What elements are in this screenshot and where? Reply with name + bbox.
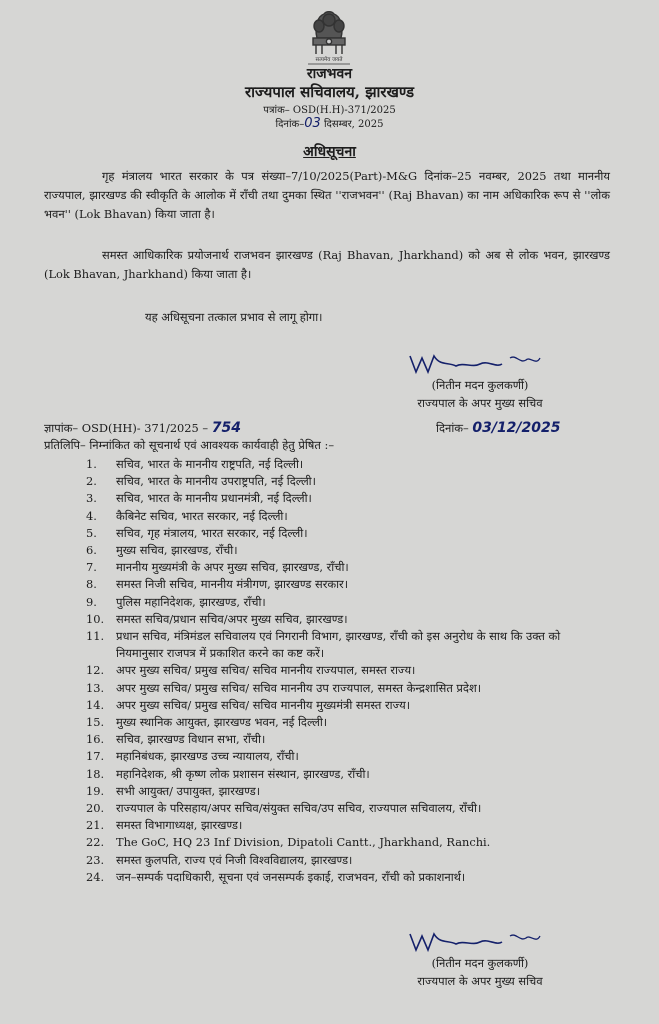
state-emblem-icon bbox=[300, 6, 358, 68]
recipient-item bbox=[86, 594, 606, 611]
recipient-text: जन–सम्पर्क पदाधिकारी, सूचना एवं जनसम्पर्क इकाई, राजभवन, राँची को प्रकाशनार्थ। bbox=[116, 869, 466, 884]
document-title: अधिसूचना bbox=[303, 144, 356, 160]
recipient-text: सभी आयुक्त/ उपायुक्त, झारखण्ड। bbox=[116, 783, 261, 798]
recipient-item bbox=[86, 559, 606, 576]
signature-block-1 bbox=[360, 352, 600, 412]
recipient-item bbox=[86, 525, 606, 542]
recipient-item bbox=[86, 508, 606, 525]
recipient-number: 21. bbox=[86, 818, 105, 833]
recipient-text: सचिव, गृह मंत्रालय, भारत सरकार, नई दिल्ली। bbox=[116, 525, 308, 540]
paragraph-1: गृह मंत्रालय भारत सरकार के पत्र संख्या–7/10/2025(Part)-M&G दिनांक–25 नवम्बर, 2025 तथा माननीय राज्यपाल, झारखण्ड की स्वीकृति के आलोक में राँची तथा दुमका स्थित ''राजभवन'' (Raj Bhavan) का नाम अधिकारिक रूप से ''लोक भवन'' (Lok Bhavan) किया जाता है। bbox=[44, 169, 610, 221]
recipient-item bbox=[86, 748, 606, 765]
paragraph-3: यह अधिसूचना तत्काल प्रभाव से लागू होगा। bbox=[145, 310, 323, 324]
recipient-text: महानिबंधक, झारखण्ड उच्च न्यायालय, राँची। bbox=[116, 749, 299, 764]
signatory-designation: राज्यपाल के अपर मुख्य सचिव bbox=[417, 974, 543, 988]
recipient-item bbox=[86, 731, 606, 748]
recipient-text: कैबिनेट सचिव, भारत सरकार, नई दिल्ली। bbox=[116, 508, 288, 523]
memo-prefix: ज्ञापांक– OSD(HH)- 371/2025 – bbox=[44, 421, 209, 435]
recipient-text: समस्त विभागाध्यक्ष, झारखण्ड। bbox=[116, 818, 243, 833]
recipient-number: 8. bbox=[86, 577, 97, 592]
recipient-item bbox=[86, 542, 606, 559]
recipient-number: 16. bbox=[86, 732, 105, 747]
recipient-item bbox=[86, 662, 606, 679]
recipient-text: अपर मुख्य सचिव/ प्रमुख सचिव/ सचिव माननीय उप राज्यपाल, समस्त केन्द्रशासित प्रदेश। bbox=[116, 680, 482, 695]
recipient-number: 19. bbox=[86, 783, 105, 798]
paragraph-2: समस्त आधिकारिक प्रयोजनार्थ राजभवन झारखण्ड (Raj Bhavan, Jharkhand) को अब से लोक भवन, झारखण्ड (Lok Bhavan, Jharkhand) किया जाता है। bbox=[44, 248, 610, 281]
date-rest: दिसम्बर, 2025 bbox=[320, 119, 384, 130]
recipient-number: 15. bbox=[86, 715, 105, 730]
recipient-number: 1. bbox=[86, 457, 97, 471]
memo-date-prefix: दिनांक– bbox=[436, 421, 469, 435]
recipient-list bbox=[86, 456, 606, 886]
recipient-text: सचिव, झारखण्ड विधान सभा, राँची। bbox=[116, 732, 266, 747]
recipient-item bbox=[86, 834, 606, 851]
emblem-caption: सत्यमेव जयते bbox=[315, 57, 343, 63]
recipient-number: 24. bbox=[86, 869, 105, 884]
letter-number: पत्रांक– OSD(H.H)-371/2025 bbox=[263, 105, 396, 116]
recipient-number: 12. bbox=[86, 663, 105, 678]
secretariat-name: राज्यपाल सचिवालय, झारखण्ड bbox=[245, 83, 414, 101]
recipient-text: प्रधान सचिव, मंत्रिमंडल सचिवालय एवं निगरानी विभाग, झारखण्ड, राँची को इस अनुरोध के साथ कि उक्त को नियमानुसार राजपत्र में प्रकाशित करने का कष्ट करें। bbox=[116, 629, 561, 661]
recipient-item bbox=[86, 766, 606, 783]
signature-scribble-icon bbox=[360, 930, 600, 954]
signatory-name: (नितीन मदन कुलकर्णी) bbox=[431, 378, 529, 392]
recipient-number: 4. bbox=[86, 508, 97, 523]
recipient-item bbox=[86, 680, 606, 697]
recipient-text: समस्त निजी सचिव, माननीय मंत्रीगण, झारखण्ड सरकार। bbox=[116, 577, 349, 592]
recipient-text: मुख्य स्थानिक आयुक्त, झारखण्ड भवन, नई दिल्ली। bbox=[116, 715, 328, 730]
recipient-number: 10. bbox=[86, 611, 105, 626]
recipient-number: 11. bbox=[86, 629, 105, 644]
memo-number-handwritten: 754 bbox=[211, 420, 241, 436]
signature-scribble-icon bbox=[360, 352, 600, 376]
recipient-number: 23. bbox=[86, 852, 105, 867]
recipient-number: 17. bbox=[86, 749, 105, 764]
recipient-number: 14. bbox=[86, 697, 105, 712]
memo-date bbox=[436, 420, 561, 436]
date-prefix: दिनांक– bbox=[275, 119, 305, 130]
recipient-text: राज्यपाल के परिसहाय/अपर सचिव/संयुक्त सचिव/उप सचिव, राज्यपाल सचिवालय, राँची। bbox=[116, 801, 482, 816]
recipient-text: समस्त कुलपति, राज्य एवं निजी विश्वविद्यालय, झारखण्ड। bbox=[116, 852, 353, 867]
signatory-designation: राज्यपाल के अपर मुख्य सचिव bbox=[417, 396, 543, 410]
recipient-item bbox=[86, 869, 606, 886]
recipient-number: 3. bbox=[86, 491, 97, 506]
recipient-number: 6. bbox=[86, 543, 97, 558]
office-name: राजभवन bbox=[306, 66, 353, 82]
recipient-text: समस्त सचिव/प्रधान सचिव/अपर मुख्य सचिव, झारखण्ड। bbox=[116, 611, 348, 626]
recipient-number: 18. bbox=[86, 766, 105, 781]
recipient-item bbox=[86, 783, 606, 800]
recipient-number: 7. bbox=[86, 560, 97, 575]
recipient-item bbox=[86, 628, 606, 662]
recipient-number: 13. bbox=[86, 680, 105, 695]
memo-date-handwritten: 03/12/2025 bbox=[472, 420, 561, 436]
recipient-number: 20. bbox=[86, 801, 105, 816]
recipient-item bbox=[86, 490, 606, 507]
recipient-text: अपर मुख्य सचिव/ प्रमुख सचिव/ सचिव माननीय राज्यपाल, समस्त राज्य। bbox=[116, 663, 416, 678]
recipient-text: सचिव, भारत के माननीय उपराष्ट्रपति, नई दिल्ली। bbox=[116, 474, 316, 489]
recipient-item bbox=[86, 611, 606, 628]
recipient-item bbox=[86, 852, 606, 869]
recipient-text: महानिदेशक, श्री कृष्ण लोक प्रशासन संस्थान, झारखण्ड, राँची। bbox=[116, 766, 370, 781]
copy-to-line: प्रतिलिपि– निम्नांकित को सूचनार्थ एवं आवश्यक कार्यवाही हेतु प्रेषित :– bbox=[44, 438, 335, 452]
recipient-text: पुलिस महानिदेशक, झारखण्ड, राँची। bbox=[116, 594, 266, 609]
recipient-item bbox=[86, 697, 606, 714]
recipient-text: माननीय मुख्यमंत्री के अपर मुख्य सचिव, झारखण्ड, राँची। bbox=[116, 560, 349, 575]
recipient-item bbox=[86, 817, 606, 834]
recipient-item bbox=[86, 800, 606, 817]
letter-date bbox=[0, 116, 659, 131]
signature-block-2 bbox=[360, 930, 600, 990]
recipient-number: 22. bbox=[86, 835, 105, 850]
recipient-text: The GoC, HQ 23 Inf Division, Dipatoli Cantt., Jharkhand, Ranchi. bbox=[116, 835, 491, 850]
recipient-number: 2. bbox=[86, 474, 97, 489]
recipient-text: सचिव, भारत के माननीय राष्ट्रपति, नई दिल्ली। bbox=[116, 457, 304, 471]
recipient-text: अपर मुख्य सचिव/ प्रमुख सचिव/ सचिव माननीय मुख्यमंत्री समस्त राज्य। bbox=[116, 697, 411, 712]
recipient-item bbox=[86, 714, 606, 731]
date-day-handwritten: 03 bbox=[304, 116, 321, 131]
recipient-number: 9. bbox=[86, 594, 97, 609]
recipient-number: 5. bbox=[86, 525, 97, 540]
memo-number bbox=[44, 420, 241, 436]
recipient-text: सचिव, भारत के माननीय प्रधानमंत्री, नई दिल्ली। bbox=[116, 491, 312, 506]
signatory-name: (नितीन मदन कुलकर्णी) bbox=[431, 956, 529, 970]
recipient-item bbox=[86, 473, 606, 490]
recipient-item bbox=[86, 576, 606, 593]
recipient-item bbox=[86, 456, 606, 473]
recipient-text: मुख्य सचिव, झारखण्ड, राँची। bbox=[116, 543, 238, 558]
